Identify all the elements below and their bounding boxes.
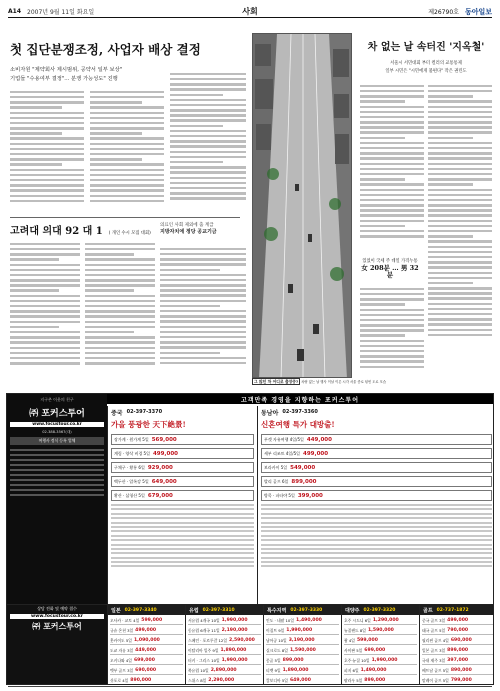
- ad-product-row: 북유럽 10일 2,890,000: [188, 667, 261, 675]
- stat-line: 있었이 국세 주 데일 가격누통: [362, 259, 418, 264]
- article-subhead-2: 기업들 "수용여부 결정"... 분쟁 가능성도" 진행: [10, 75, 118, 82]
- ad-product-row: 계림 · 양삭 비경 5일 499,000: [111, 448, 254, 459]
- ad-panel-promo: 가을 풍광한 天下絶景!: [111, 420, 186, 429]
- ad-footer-url: www.focustour.co.kr: [10, 614, 104, 619]
- ad-product-row: 일본 골프 3일 899,000: [422, 647, 493, 655]
- sidebox-line-1: 의료인 사회 제외에 출 계급: [160, 223, 214, 228]
- ad-product-row: 홋카이도 5일 1,090,000: [110, 637, 183, 645]
- ad-product-row: 서유럽 4개국 10일 1,990,000: [188, 617, 261, 625]
- page-footer-rule: [8, 686, 492, 687]
- ad-product-row: 터키 · 그리스 10일 1,990,000: [188, 657, 261, 665]
- ad-product-row: 이탈리아 일주 9일 1,890,000: [188, 647, 261, 655]
- ad-panel-tel: 02-397-3360: [282, 409, 318, 415]
- photo-caption-tag: 그 많던 차 어디로 출장중?: [254, 379, 299, 384]
- ad-banner: 고객만족 경영을 지향하는 포커스투어: [107, 394, 493, 404]
- issue-date: 2007년 9월 11일 화요일: [27, 9, 95, 16]
- sidebox-line-2: 지방자치에 정당 공교기금: [160, 229, 217, 235]
- article-2-body-col-2: [85, 240, 155, 380]
- ad-product-row: 스페인 · 포르투갈 12일 2,590,000: [188, 637, 261, 645]
- ad-product-row: 삿포로 4일 890,000: [110, 677, 183, 685]
- ad-brand-url: www.focustour.co.kr: [10, 422, 104, 427]
- page-header: [8, 6, 492, 18]
- news-photo-empty-road: [252, 33, 352, 378]
- ad-region-strip: [7, 604, 493, 685]
- section-title: 사회: [242, 7, 258, 16]
- article-2-subhead: ( 개인 수시 모집 대회): [108, 231, 151, 236]
- ad-product-row: 오키나와 4일 699,000: [110, 657, 183, 665]
- ad-product-row: 장가계 · 원가계 5일 569,000: [111, 434, 254, 445]
- ad-brand-reg: 여행사 정식 등록 업체: [10, 437, 104, 445]
- ad-product-row: 필리핀 골프 4일 690,000: [422, 637, 493, 645]
- ad-brand-tel: 02-388-3567(대): [42, 430, 72, 434]
- ad-product-row: 호주·뉴질 10일 1,990,000: [344, 657, 417, 665]
- ad-product-row: 피지 6일 1,490,000: [344, 667, 417, 675]
- ad-product-row: 티벳 9일 1,890,000: [266, 667, 339, 675]
- ad-product-row: 백두산 · 압록강 5일 649,000: [111, 476, 254, 487]
- article-subhead-1: 소비자원 "제약회사 제시범위, 공약서 일부 보상": [10, 67, 123, 73]
- article-3-subhead-1: 서울시 서민대회 부터 컬러의 교통통제: [390, 61, 462, 66]
- article-2-headline: 고려대 의대 92 대 1: [10, 226, 103, 237]
- ad-panel-southeast-asia: [257, 406, 494, 604]
- ad-product-row: 캄보디아 5일 649,000: [266, 677, 339, 685]
- ad-product-row: 베트남 골프 5일 890,000: [422, 667, 493, 675]
- article-body-col-2: [90, 88, 164, 213]
- ad-panel-tel: 02-397-3370: [126, 409, 163, 415]
- article-3-body-col-2: [428, 82, 492, 372]
- ad-product-row: 푸켓 자유여행 4일/5일 449,000: [261, 434, 492, 445]
- ad-panel-china: [107, 406, 257, 604]
- ad-region-special: 특수지역 02-397-3330 인도 · 네팔 10일 1,490,000 이집트 9일 1,990,000 남아공 10일 3,190,000 실크로드 8일 1,590,000 몽골 5일 899,000 티벳 9일 1,890,000 캄보디아 5일 649,000: [263, 605, 341, 685]
- ad-product-row: 발리 골프 6일 899,000: [261, 476, 492, 487]
- article-headline: 첫 집단분쟁조정, 사업자 배상 결정: [10, 42, 201, 57]
- article-body-col-3: [170, 70, 246, 213]
- page-number: A14: [8, 8, 21, 15]
- ad-product-row: 보라카이 5일 549,000: [261, 462, 492, 473]
- ad-product-row: 실크로드 8일 1,590,000: [266, 647, 339, 655]
- article-3-headline: 차 없는 날 속터진 '지옥철': [367, 42, 485, 53]
- ad-product-row: 세부 리조트 4일/5일 499,000: [261, 448, 492, 459]
- ad-product-row: 중국 골프 3일 499,000: [422, 617, 493, 625]
- ad-product-row: 몽골 5일 899,000: [266, 657, 339, 665]
- photo-illustration: [253, 34, 352, 378]
- article-2-sidebox: [160, 222, 246, 236]
- article-2-body-col-1: [10, 240, 80, 380]
- article-3-subheads: [360, 60, 492, 76]
- ad-product-row: 말레이 골프 5일 799,000: [422, 677, 493, 685]
- ad-product-row: 방콕 · 파타야 5일 399,000: [261, 490, 492, 501]
- ad-product-row: 태국 골프 5일 790,000: [422, 627, 493, 635]
- ad-panel-promo: 신혼여행 특가 대방출!: [261, 420, 335, 429]
- article-3-stat-box: [360, 258, 420, 279]
- ad-panel-region: 동남아: [261, 409, 279, 417]
- ad-product-row: 동유럽 6개국 11일 2,190,000: [188, 627, 261, 635]
- ad-product-row: 구채구 · 황룡 6일 929,000: [111, 462, 254, 473]
- ad-region-golf: 골프 02-737-1872 중국 골프 3일 499,000 태국 골프 5일 790,000 필리핀 골프 4일 690,000 일본 골프 3일 899,000 국내 제주 3일 397,000 베트남 골프 5일 890,000 말레이 골프 5일 799,000: [419, 605, 494, 685]
- ad-product-row: 도쿄 자유 3일 449,000: [110, 647, 183, 655]
- ad-product-row: 오사카 · 교토 4일 599,000: [110, 617, 183, 625]
- ad-brand-tagline: 지구촌 이웃의 친구: [40, 397, 74, 402]
- ad-product-row: 인도 · 네팔 10일 1,490,000: [266, 617, 339, 625]
- ad-region-japan: 일본 02-397-3340 오사카 · 교토 4일 599,000 규슈 온천 3일 499,000 홋카이도 5일 1,090,000 도쿄 자유 3일 449,000 오키나와 4일 699,000 벳부 골프 3일 690,000 삿포로 4일 890,000: [107, 605, 185, 685]
- ad-product-row: 괌 4일 599,000: [344, 637, 417, 645]
- ad-product-row: 남아공 10일 3,190,000: [266, 637, 339, 645]
- ad-region-europe: 유럽 02-397-3310 서유럽 4개국 10일 1,990,000 동유럽 6개국 11일 2,190,000 스페인 · 포르투갈 12일 2,590,000 이탈리아 일주 9일 1,890,000 터키 · 그리스 10일 1,990,000 북유럽 10일 2,890,000 스위스 8일 2,290,000: [185, 605, 263, 685]
- issue-number: 제26790호: [428, 9, 459, 16]
- photo-caption-text: 차량 없는 날 행사 이날 이른 시각 서울 종로 텅빈 도로 모습: [301, 380, 387, 384]
- ad-product-row: 벳부 골프 3일 690,000: [110, 667, 183, 675]
- ad-product-row: 팔라우 5일 899,000: [344, 677, 417, 685]
- ad-footer-logo: ㈜ 포커스투어: [32, 622, 82, 631]
- ad-product-row: 사이판 5일 699,000: [344, 647, 417, 655]
- ad-product-row: 규슈 온천 3일 499,000: [110, 627, 183, 635]
- article-3-subhead-2: 일부 시민은 "시민에게 불편다" 작은 권린도: [385, 69, 467, 74]
- ad-product-row: 호주 시드니 6일 1,290,000: [344, 617, 417, 625]
- ad-region-oceania: 대양주 02-397-3320 호주 시드니 6일 1,290,000 뉴질랜드 8일 1,590,000 괌 4일 599,000 사이판 5일 699,000 호주·뉴질 10일 1,990,000 피지 6일 1,490,000 팔라우 5일 899,000: [341, 605, 419, 685]
- ad-product-row: 국내 제주 3일 397,000: [422, 657, 493, 665]
- article-3-body-col-1: [360, 82, 424, 252]
- article-2-body-col-3: [160, 245, 246, 380]
- travel-advertisement: [6, 393, 494, 685]
- ad-product-row: 스위스 8일 2,290,000: [188, 677, 261, 685]
- ad-brand-logo: ㈜ 포커스투어: [29, 409, 85, 419]
- article-body-col-1: [10, 88, 84, 213]
- newspaper-brand: 동아일보: [464, 7, 492, 16]
- ad-footer-line: 상담 전화 및 예약 접수: [37, 606, 77, 611]
- ad-brand-panel: [7, 394, 107, 605]
- ad-panel-region: 중국: [111, 409, 123, 417]
- photo-caption: [252, 379, 492, 385]
- stat-figure: 女 208분 … 男 32분: [361, 264, 419, 279]
- ad-product-row: 뉴질랜드 8일 1,590,000: [344, 627, 417, 635]
- ad-product-row: 이집트 9일 1,990,000: [266, 627, 339, 635]
- article-3-body-col-3: [360, 285, 424, 375]
- ad-product-row: 황산 · 삼청산 5일 679,000: [111, 490, 254, 501]
